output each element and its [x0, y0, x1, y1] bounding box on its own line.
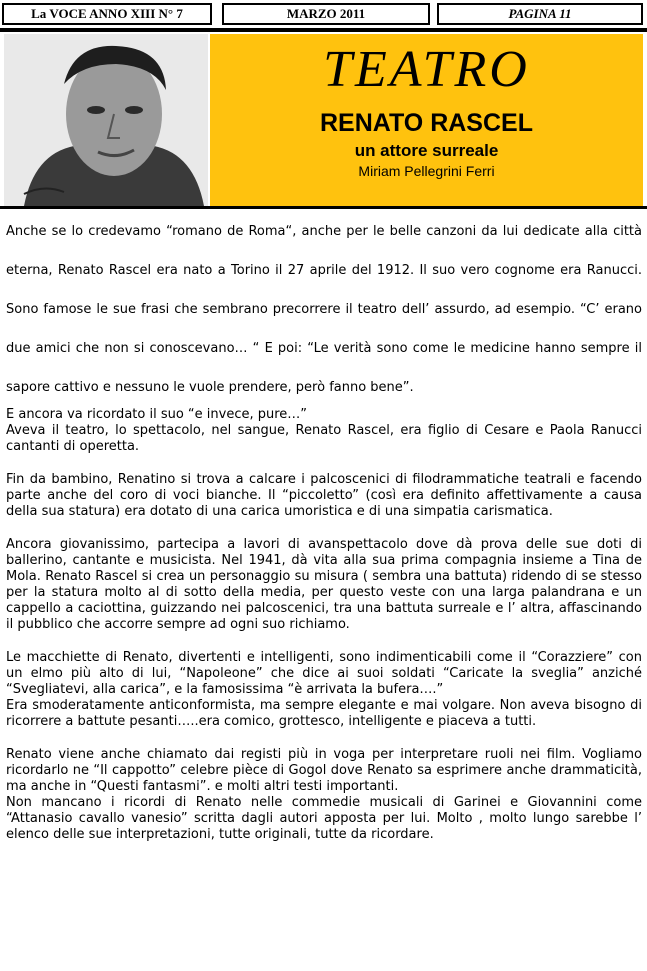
article-subtitle: un attore surreale [354, 141, 499, 160]
portrait-photo [4, 34, 208, 206]
top-divider [0, 28, 647, 32]
title-banner [210, 34, 643, 206]
author-byline: Miriam Pellegrini Ferri [358, 163, 495, 179]
banner-divider [0, 206, 647, 209]
date-label: MARZO 2011 [222, 3, 430, 25]
article-paragraph: Non mancano i ricordi di Renato nelle commedie musicali di Garinei e Giovannini come “Attanasio cavallo vanesio” scritta dagli autori apposta per lui. Molto , molto lungo sarebbe l’ elenco delle sue interpretazioni, tutte originali, tutte da ricordare. [6, 795, 642, 842]
article-paragraph: E ancora va ricordato il suo “e invece, pure…” [6, 407, 308, 422]
article-headline: RENATO RASCEL [320, 109, 533, 137]
page-label: PAGINA 11 [437, 3, 643, 25]
article-body [6, 212, 642, 843]
article-paragraph: Renato viene anche chiamato dai registi più in voga per interpretare ruoli nei film. Vogliamo ricordarlo ne “Il cappotto” celebre pièce di Gogol dove Renato sa esprimere anche drammaticità, ma anche in “Questi fantasmi”. e molti altri testi importanti. [6, 747, 642, 794]
article-paragraph: Aveva il teatro, lo spettacolo, nel sangue, Renato Rascel, era figlio di Cesare e Paola Ranucci cantanti di operetta. [6, 423, 642, 454]
issue-label: La VOCE ANNO XIII N° 7 [2, 3, 212, 25]
article-paragraph: Era smoderatamente anticonformista, ma sempre elegante e mai volgare. Non aveva bisogno di ricorrere a battute pesanti…..era comico, grottesco, intelligente e piaceva a tutti. [6, 698, 642, 729]
article-paragraph: Anche se lo credevamo “romano de Roma“, anche per le belle canzoni da lui dedicate alla città eterna, Renato Rascel era nato a Torino il 27 aprile del 1912. Il suo vero cognome era Ranucci. Sono famose le sue frasi che sembrano precorrere il teatro dell’ assurdo, ad esempio. “C’ erano due amici che non si conoscevano… “ E poi: “Le verità sono come le medicine hanno sempre il sapore cattivo e nessuno le vuole prendere, però fanno bene”. [6, 224, 642, 395]
article-paragraph: Ancora giovanissimo, partecipa a lavori di avanspettacolo dove dà prova delle sue doti di ballerino, cantante e musicista. Nel 1941, dà vita alla sua prima compagnia insieme a Tina de Mola. Renato Rascel si crea un personaggio su misura ( sembra una battuta) ridendo di se stesso per la statura molto al di sotto della media, per questo veste con una larga palandrana e un cappello a caciottina, guizzando nei palcoscenici, tra una battuta surreale e l’ altra, affascinando il pubblico che accorre sempre ad ogni suo richiamo. [6, 537, 642, 632]
portrait-photo-icon [4, 34, 208, 206]
article-paragraph: Fin da bambino, Renatino si trova a calcare i palcoscenici di filodrammatiche teatrali e facendo parte anche del coro di voci bianche. Il “piccoletto” (così era definito affettivamente a causa della sua statura) era dotato di una carica umoristica e di una simpatia carismatica. [6, 472, 642, 519]
article-paragraph: Le macchiette di Renato, divertenti e intelligenti, sono indimenticabili come il “Corazziere” con un elmo più alto di lui, “Napoleone” che dice ai suoi soldati “Caricate la sveglia” anziché “Svegliatevi, alla carica”, e la famosissima “è arrivata la bufera….” [6, 650, 642, 697]
section-title: TEATRO [323, 41, 530, 98]
